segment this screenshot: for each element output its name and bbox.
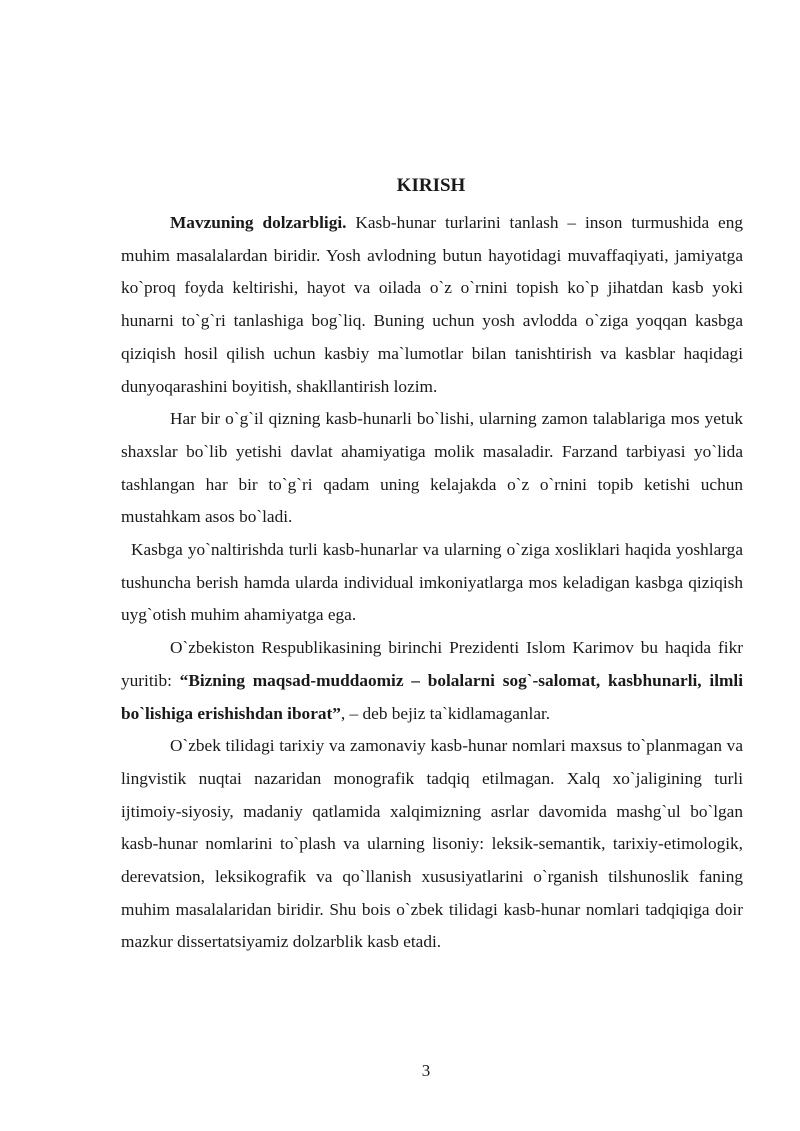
quote-text: “Bizning maqsad-muddaomiz – bolalarni sog`-salomat, kasbhunarli, ilmli bo`lishiga erishishdan iborat”: [121, 670, 743, 723]
body-text: [121, 207, 743, 959]
relevance-text: Kasb-hunar turlarini tanlash – inson turmushida eng muhim masalalardan biridir. Yosh avlodning butun hayotidagi muvaffaqiyati, jamiyatga ko`proq foyda keltirishi, hayot va oilada o`z o`rnini topish ko`p jihatdan kasb yoki hunarni to`g`ri tanlashiga bog`liq. Buning uchun yosh avlodda o`ziga yoqqan kasbga qiziqish hosil qilish uchun kasbiy ma`lumotlar bilan tanishtirish va kasblar haqidagi dunyoqarashini boyitish, shakllantirish lozim.: [121, 213, 743, 396]
section-heading: KIRISH: [396, 175, 466, 196]
paragraph-career-guidance: Kasbga yo`naltirishda turli kasb-hunarlar va ularning o`ziga xosliklari haqida yoshlarga tushuncha berish hamda ularda individual imkoniyatlarga mos keladigan kasbga qiziqish uyg`otish muhim ahamiyatga ega.: [121, 540, 743, 625]
quote-intro: O`zbekiston Respublikasining birinchi Prezidenti Islom Karimov bu haqida fikr yuritib:: [121, 638, 743, 690]
page-number: 3: [421, 1061, 431, 1080]
relevance-lead: Mavzuning dolzarbligi.: [170, 213, 347, 232]
paragraph-relevance: [121, 207, 743, 403]
paragraph-upbringing: Har bir o`g`il qizning kasb-hunarli bo`lishi, ularning zamon talablariga mos yetuk shaxslar bo`lib yetishi davlat ahamiyatiga molik masaladir. Farzand tarbiyasi yo`lida tashlangan har bir to`g`ri qadam uning kelajakda o`z o`rnini topib ketishi uchun mustahkam asos bo`ladi.: [121, 409, 743, 527]
paragraph-research-topic: O`zbek tilidagi tarixiy va zamonaviy kasb-hunar nomlari maxsus to`planmagan va lingvistik nuqtai nazaridan monografik tadqiq etilmagan. Xalq xo`jaligining turli ijtimoiy-siyosiy, madaniy qatlamida xalqimizning asrlar davomida mashg`ul bo`lgan kasb-hunar nomlarini to`plash va ularning lisoniy: leksik-semantik, tarixiy-etimologik, derevatsion, leksikografik va qo`llanish xususiyatlarini o`rganish tilshunoslik faning muhim masalalaridan biridir. Shu bois o`zbek tilidagi kasb-hunar nomlari tadqiqiga doir mazkur dissertatsiyamiz dolzarblik kasb etadi.: [121, 736, 743, 952]
paragraph-quote: [121, 632, 743, 730]
quote-end: , – deb bejiz ta`kidlamaganlar.: [340, 703, 551, 723]
